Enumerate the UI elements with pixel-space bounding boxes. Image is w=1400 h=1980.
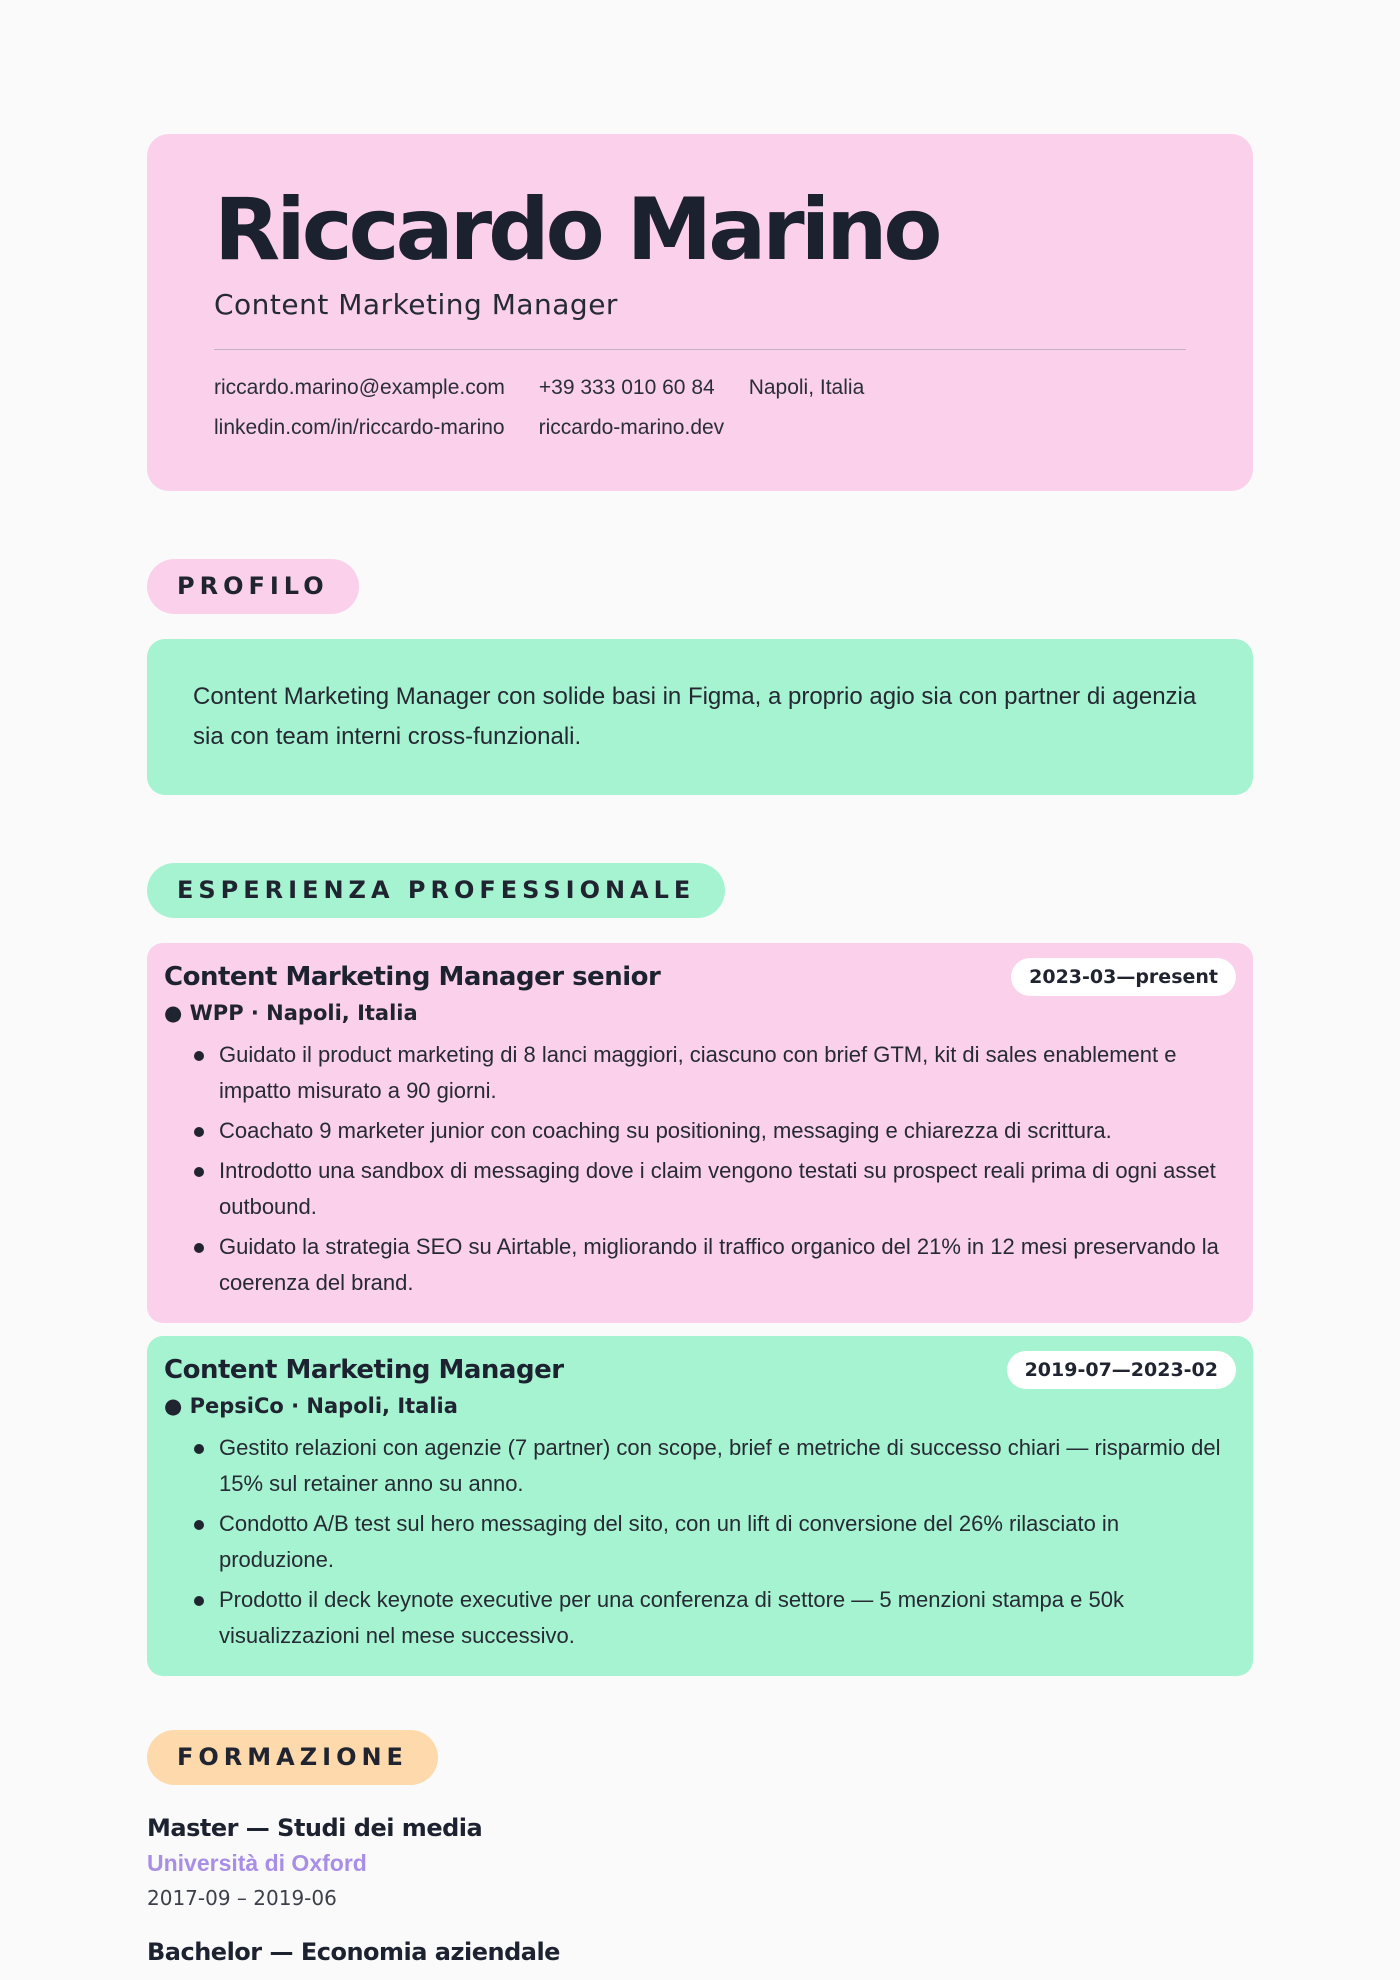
job-header — [164, 957, 1236, 997]
job-dates-badge: 2023-03—present — [1011, 958, 1236, 996]
profile-summary: Content Marketing Manager con solide basi in Figma, a proprio agio sia con partner di agenzia sia con team interni cross-funzionali. — [147, 639, 1253, 795]
education-dates: 2017-09 – 2019-06 — [147, 1886, 337, 1910]
education-list — [147, 1811, 1253, 1969]
job-organization: ● PepsiCo · Napoli, Italia — [164, 1394, 458, 1418]
contact-phone[interactable]: +39 333 010 60 84 — [538, 376, 715, 399]
contact-website[interactable]: riccardo-marino.dev — [538, 416, 725, 439]
experience-heading: ESPERIENZA PROFESSIONALE — [147, 863, 725, 918]
job-entry — [147, 943, 1253, 1323]
education-entry — [147, 1811, 1253, 1915]
education-entry — [147, 1935, 1253, 1969]
job-bullets — [164, 1037, 1236, 1301]
contact-email[interactable]: riccardo.marino@example.com — [214, 376, 505, 399]
header-divider — [214, 349, 1186, 350]
job-bullet: Guidato il product marketing di 8 lanci maggiori, ciascuno con brief GTM, kit di sales enablement e impatto misurato a 90 giorni. — [194, 1037, 1236, 1109]
job-bullets — [164, 1430, 1236, 1654]
education-degree: Master — Studi dei media — [147, 1814, 483, 1842]
contact-row-2 — [214, 408, 1186, 448]
profile-heading: PROFILO — [147, 559, 359, 614]
education-degree: Bachelor — Economia aziendale — [147, 1938, 560, 1966]
job-list — [147, 943, 1253, 1676]
job-bullet: Gestito relazioni con agenzie (7 partner) con scope, brief e metriche di successo chiari — risparmio del 15% sul retainer anno su anno. — [194, 1430, 1236, 1502]
job-dates-badge: 2019-07—2023-02 — [1007, 1351, 1236, 1389]
experience-section — [147, 863, 1253, 1676]
contact-info — [214, 368, 1186, 448]
job-header — [164, 1350, 1236, 1390]
job-title: Content Marketing Manager — [164, 1355, 564, 1385]
job-bullet: Coachato 9 marketer junior con coaching su positioning, messaging e chiarezza di scrittura. — [194, 1113, 1236, 1149]
candidate-name: Riccardo Marino — [214, 180, 939, 280]
job-title: Content Marketing Manager senior — [164, 962, 661, 992]
job-bullet: Prodotto il deck keynote executive per una conferenza di settore — 5 menzioni stampa e 50k visualizzazioni nel mese successivo. — [194, 1582, 1236, 1654]
header-card — [147, 134, 1253, 491]
education-heading: FORMAZIONE — [147, 1730, 438, 1785]
education-section — [147, 1730, 1253, 1969]
contact-location: Napoli, Italia — [748, 376, 865, 399]
contact-linkedin[interactable]: linkedin.com/in/riccardo-marino — [214, 416, 505, 439]
candidate-role: Content Marketing Manager — [214, 288, 618, 321]
resume-page — [147, 134, 1253, 1980]
contact-row-1 — [214, 368, 1186, 408]
job-bullet: Introdotto una sandbox di messaging dove i claim vengono testati su prospect reali prima di ogni asset outbound. — [194, 1153, 1236, 1225]
profile-section — [147, 559, 1253, 795]
education-school: Università di Oxford — [147, 1850, 367, 1876]
job-organization: ● WPP · Napoli, Italia — [164, 1001, 418, 1025]
job-bullet: Guidato la strategia SEO su Airtable, migliorando il traffico organico del 21% in 12 mesi preservando la coerenza del brand. — [194, 1229, 1236, 1301]
job-entry — [147, 1336, 1253, 1676]
job-bullet: Condotto A/B test sul hero messaging del sito, con un lift di conversione del 26% rilasciato in produzione. — [194, 1506, 1236, 1578]
